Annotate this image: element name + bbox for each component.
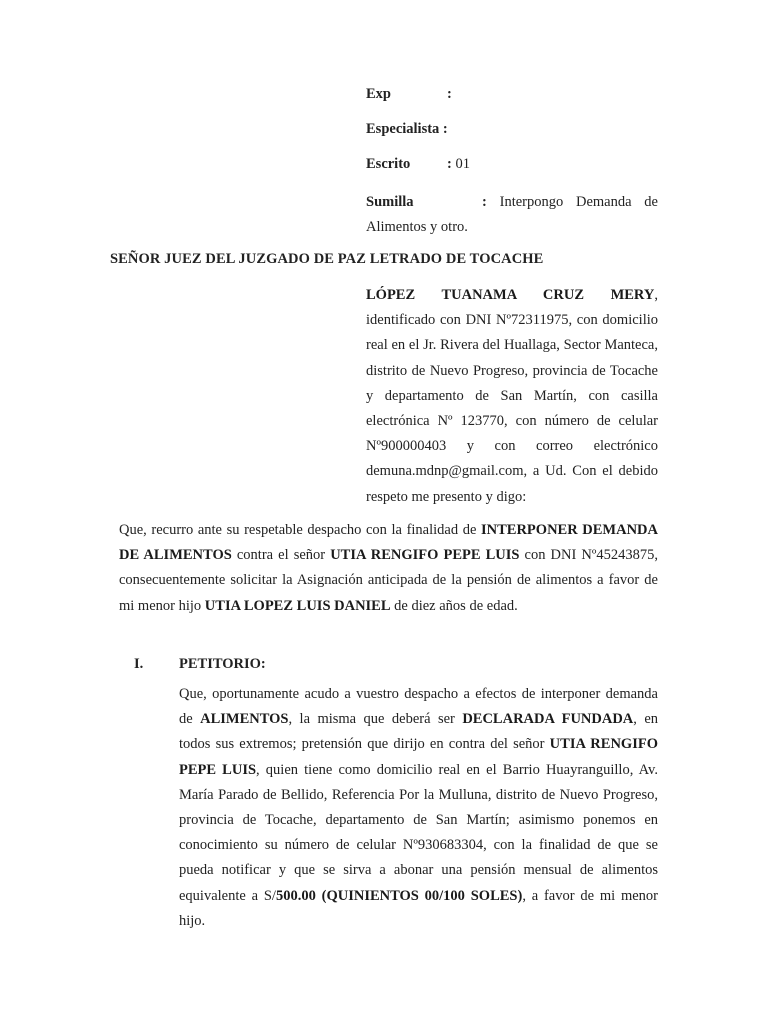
pet-bold-2: DECLARADA FUNDADA	[462, 711, 634, 728]
request-paragraph	[119, 518, 658, 619]
exp-label: Exp	[366, 86, 391, 102]
escrito-value: 01	[455, 156, 470, 172]
court-title: SEÑOR JUEZ DEL JUZGADO DE PAZ LETRADO DE TOCACHE	[110, 251, 544, 267]
pet-text-2: , la misma que deberá ser	[288, 711, 463, 728]
escrito-row	[366, 156, 470, 173]
pet-text-1: Que, oportunamente acudo a vuestro despacho a efectos de interponer demanda de	[179, 686, 658, 728]
intro-text: , identificado con DNI Nº72311975, con domicilio real en el Jr. Rivera del Huallaga, Sector Manteca, distrito de Nuevo Progreso, provincia de Tocache y departamento de San Martín, con casilla electrónica Nº 123770, con número de celular Nº900000403 y con correo electrónico demuna.mdnp@gmail.com, a Ud. Con el debido respeto me presento y digo:	[366, 287, 658, 505]
pet-bold-3: UTIA RENGIFO PEPE LUIS	[179, 736, 658, 778]
especialista-label: Especialista :	[366, 121, 448, 137]
section-number: I.	[134, 656, 144, 672]
para-text-4: de diez años de edad.	[390, 597, 518, 614]
pet-text-3: , en todos sus extremos; pretensión que dirijo en contra del señor	[179, 711, 659, 753]
especialista-row	[366, 121, 448, 138]
pet-bold-4: 500.00 (QUINIENTOS 00/100 SOLES)	[275, 887, 523, 904]
sumilla-row	[366, 190, 658, 240]
pet-bold-1: ALIMENTOS	[200, 711, 289, 728]
pet-text-4: , quien tiene como domicilio real en el Barrio Huayranguillo, Av. María Parado de Bellido, Referencia Por la Mulluna, distrito de Nuevo Progreso, provincia de Tocache, departamento de San Martín; asimismo ponemos en conocimiento su número de celular Nº930683304, con la finalidad de que se pueda notificar y que se sirva a abonar una pensión mensual de alimentos equivalente a S/	[179, 761, 658, 904]
escrito-label: Escrito	[366, 156, 411, 172]
section-title: PETITORIO:	[179, 656, 266, 672]
sumilla-value: Interpongo Demanda de Alimentos y otro.	[366, 194, 658, 235]
plaintiff-name: LÓPEZ TUANAMA CRUZ MERY	[366, 287, 655, 303]
para-text-2: contra el señor	[231, 547, 331, 564]
para-bold-1: INTERPONER DEMANDA DE ALIMENTOS	[119, 522, 658, 564]
exp-colon: :	[447, 86, 452, 102]
exp-row	[366, 86, 452, 103]
pet-text-5: , a favor de mi menor hijo.	[179, 887, 658, 929]
defendant-name: UTIA RENGIFO PEPE LUIS	[330, 547, 520, 564]
para-text-3: con DNI Nº45243875, consecuentemente solicitar la Asignación anticipada de la pensión de alimentos a favor de mi menor hijo	[119, 547, 658, 614]
child-name: UTIA LOPEZ LUIS DANIEL	[204, 597, 391, 614]
petitorio-body	[179, 682, 658, 934]
escrito-colon: :	[447, 156, 452, 172]
sumilla-colon: :	[482, 194, 487, 210]
sumilla-label: Sumilla	[366, 194, 414, 210]
para-text-1: Que, recurro ante su respetable despacho con la finalidad de	[119, 522, 481, 538]
intro-paragraph	[366, 283, 658, 510]
